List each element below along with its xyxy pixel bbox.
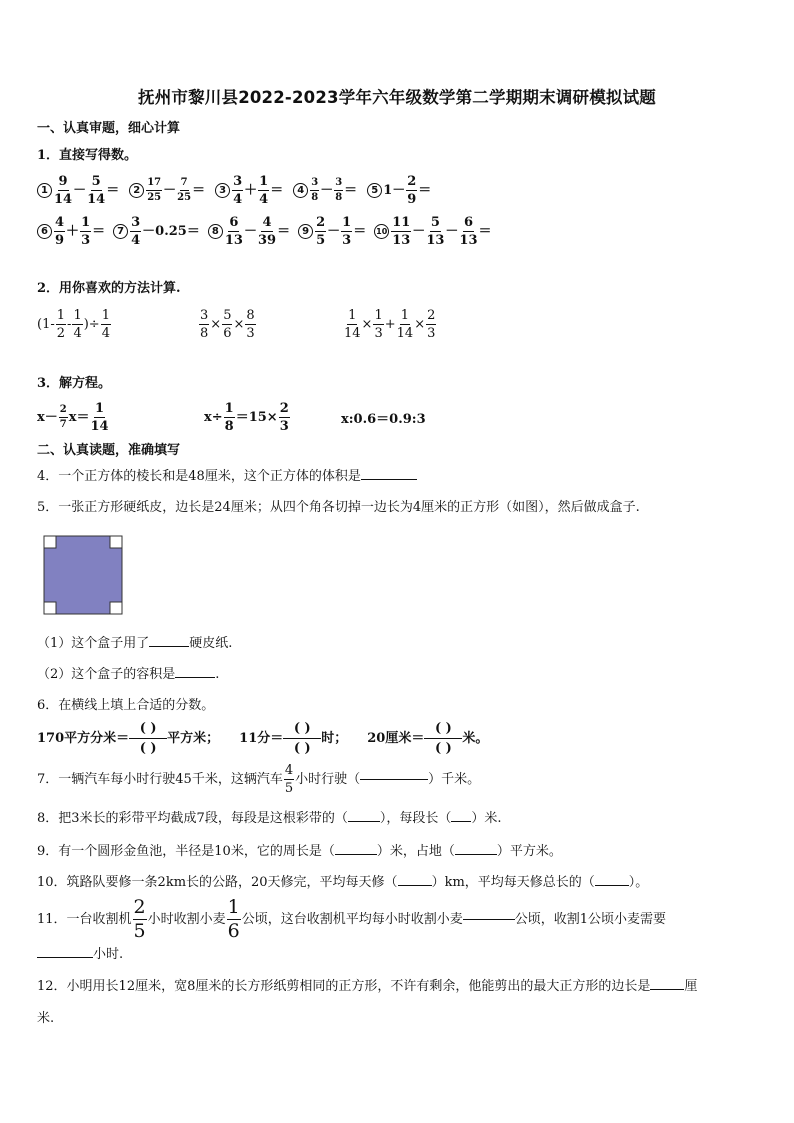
item-number-10: 10 (374, 224, 389, 239)
q6-label: 6．在横线上填上合适的分数。 (37, 698, 215, 713)
q1-item-7: 7 3 4 －0.25 ＝ (113, 216, 200, 247)
item-number-6: 6 (37, 224, 52, 239)
q9: 9．有一个圆形金鱼池，半径是10米，它的周长是（ ）米，占地（ ）平方米。 (37, 844, 562, 859)
q3-equation-1: x－ 2 7 x＝ 1 14 (37, 401, 109, 434)
q8-blank-2[interactable] (451, 821, 471, 822)
q2-expr-2: $\frac{3}{8}$ × $\frac{5}{6}$ × $\frac{8}{3}$ (200, 308, 255, 341)
q12-line-1: 12．小明用长12厘米，宽8厘米的长方形纸剪相同的正方形，不许有剩余，他能剪出的最大正方形的边长是 厘 (37, 979, 698, 994)
q1-row-1 (37, 175, 431, 206)
cut-corner-top-left (44, 536, 56, 548)
q7-answer-blank[interactable] (360, 779, 428, 780)
q5-sub-1: （1）这个盒子用了 硬皮纸. (37, 636, 233, 651)
q4: 4．一个正方体的棱长和是48厘米，这个正方体的体积是 (37, 470, 417, 483)
q1-item-2: 2 17 25 － 7 25 ＝ (129, 178, 205, 203)
q12-answer-blank[interactable] (650, 989, 684, 990)
q2-expr-1: (1- 1 2 - 1 4 )÷ $\frac{1}{4}$ (37, 308, 110, 341)
q5-sub-1-blank[interactable] (149, 646, 189, 647)
q6-fraction-blank-1[interactable]: ( ) ( ) (129, 722, 167, 755)
q9-blank-2[interactable] (455, 854, 497, 855)
q1-item-3: 3 3 4 ＋ 1 4 ＝ (215, 175, 283, 206)
q8: 8．把3米长的彩带平均截成7段，每段是这根彩带的（ ），每段长（ ）米. (37, 811, 502, 826)
item-number-1: 1 (37, 183, 52, 198)
q1-item-4: 4 3 8 － 3 8 ＝ (293, 178, 357, 203)
q10-blank-1[interactable] (398, 885, 432, 886)
q2-expr-3: $\frac{1}{14}$ × $\frac{1}{3}$ + $\frac{1}{14}$ × $\frac{2}{3}$ (344, 308, 436, 341)
item-number-5: 5 (367, 183, 382, 198)
q10-blank-2[interactable] (595, 885, 629, 886)
item-number-4: 4 (293, 183, 308, 198)
q1-item-9: 9 2 5 － 1 3 ＝ (298, 216, 366, 247)
q5-sub-2-blank[interactable] (175, 677, 215, 678)
q5-text: 5．一张正方形硬纸皮，边长是24厘米；从四个角各切掉一边长为4厘米的正方形（如图），然后做成盒子. (37, 500, 640, 515)
item-number-8: 8 (208, 224, 223, 239)
q10: 10．筑路队要修一条2km长的公路，20天修完，平均每天修（ ）km，平均每天修总长的（ ）。 (37, 875, 649, 890)
q1-item-1: 1 9 14 － 5 14 ＝ (37, 175, 119, 206)
q3-equation-3: x:0.6＝0.9:3 (341, 412, 426, 427)
q2-label: 2．用你喜欢的方法计算. (37, 281, 181, 296)
cut-square-diagram (43, 535, 124, 616)
q1-item-8: 8 6 13 － 4 39 ＝ (208, 216, 290, 247)
q8-blank-1[interactable] (348, 821, 380, 822)
q1-item-6: 6 4 9 ＋ 1 3 ＝ (37, 216, 105, 247)
q1-item-5: 5 1－ 2 9 ＝ (367, 175, 431, 206)
item-number-2: 2 (129, 183, 144, 198)
q1-label: 1．直接写得数。 (37, 148, 138, 163)
q1-item-10: 10 11 13 － 5 13 － 6 13 ＝ (376, 215, 492, 248)
q11-line-2: 小时. (37, 948, 123, 961)
q3-equation-2: x÷ $\frac{1}{8}$ ＝15× $\frac{2}{3}$ (204, 401, 289, 434)
q5-sub-2: （2）这个盒子的容积是 . (37, 667, 220, 682)
q6-fraction-blank-3[interactable]: ( ) ( ) (424, 722, 462, 755)
cut-corner-top-right (110, 536, 122, 548)
q11-line-1: 11．一台收割机 2 5 小时收割小麦 1 6 公顷，这台收割机平均每小时收割小麦 公顷，收割1公顷小麦需要 (37, 896, 667, 942)
item-number-3: 3 (215, 183, 230, 198)
q9-blank-1[interactable] (335, 854, 377, 855)
section-1-heading: 一、认真审题，细心计算 (37, 121, 181, 136)
q11-blank-2[interactable] (37, 957, 93, 958)
q6-fraction-blank-2[interactable]: ( ) ( ) (283, 722, 321, 755)
section-2-heading: 二、认真读题，准确填写 (37, 443, 181, 458)
item-number-7: 7 (113, 224, 128, 239)
q7: 7．一辆汽车每小时行驶45千米，这辆汽车 4 5 小时行驶（ ）千米。 (37, 763, 481, 796)
q3-label: 3．解方程。 (37, 376, 112, 391)
q1-row-2 (37, 216, 492, 247)
cut-corner-bottom-right (110, 602, 122, 614)
q12-line-2: 米. (37, 1011, 55, 1026)
q11-blank-1[interactable] (463, 919, 515, 920)
q6-row: 170平方分米＝ ( ) ( ) 平方米； 11分＝ ( ) ( ) 时； 20厘米＝ ( ) ( ) 米。 (37, 721, 489, 756)
q4-answer-blank[interactable] (361, 479, 417, 480)
page-title: 抚州市黎川县2022-2023学年六年级数学第二学期期末调研模拟试题 (138, 88, 656, 107)
item-number-9: 9 (298, 224, 313, 239)
cut-corner-bottom-left (44, 602, 56, 614)
